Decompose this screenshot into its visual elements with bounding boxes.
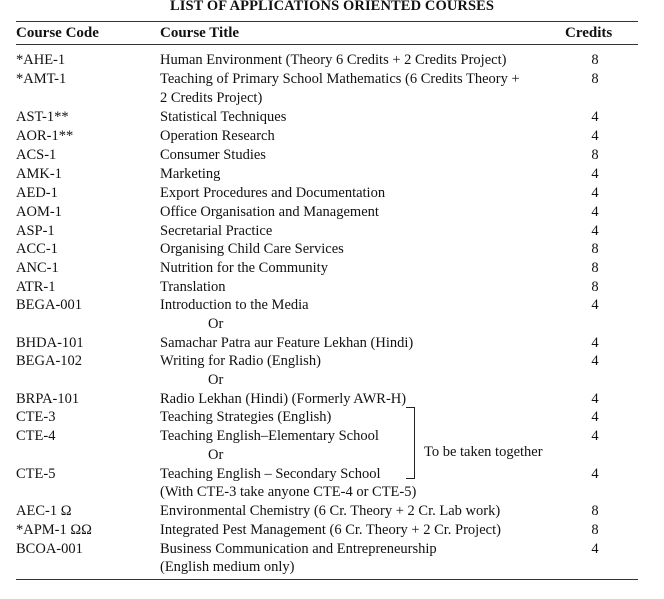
course-code: ACS-1 [16, 147, 57, 163]
course-code: *AMT-1 [16, 71, 67, 87]
course-credits: 4 [591, 428, 599, 444]
course-code: AOM-1 [16, 204, 62, 220]
table-row [0, 278, 664, 297]
course-credits: 4 [591, 391, 599, 407]
or-row [0, 446, 664, 465]
course-credits: 4 [591, 353, 599, 369]
course-code: BRPA-101 [16, 391, 80, 407]
course-code: CTE-5 [16, 466, 56, 482]
table-row [0, 502, 664, 521]
course-code: AED-1 [16, 185, 58, 201]
course-credits: 4 [591, 166, 599, 182]
course-credits: 8 [591, 52, 599, 68]
table-row [0, 222, 664, 241]
table-row [0, 427, 664, 446]
course-credits: 4 [591, 541, 599, 557]
course-title: Export Procedures and Documentation [160, 185, 386, 201]
course-credits: 8 [591, 241, 599, 257]
course-title: Business Communication and Entrepreneurship [160, 541, 437, 557]
course-credits: 8 [591, 71, 599, 87]
course-title: Nutrition for the Community [160, 260, 328, 276]
bottom-rule [16, 579, 638, 580]
course-title: (With CTE-3 take anyone CTE-4 or CTE-5) [160, 484, 417, 500]
course-code: ASP-1 [16, 223, 55, 239]
table-row [0, 558, 664, 577]
or-label: Or [208, 447, 224, 463]
course-code: BCOA-001 [16, 541, 83, 557]
course-code: *AHE-1 [16, 52, 66, 68]
course-code: AMK-1 [16, 166, 62, 182]
course-credits: 4 [591, 409, 599, 425]
course-title: Environmental Chemistry (6 Cr. Theory + 2 Cr. Lab work) [160, 503, 501, 519]
course-title: Radio Lekhan (Hindi) (Formerly AWR-H) [160, 391, 407, 407]
course-title: Samachar Patra aur Feature Lekhan (Hindi) [160, 335, 414, 351]
table-row [0, 127, 664, 146]
course-title: Secretarial Practice [160, 223, 273, 239]
course-title: 2 Credits Project) [160, 90, 263, 106]
course-code: AST-1** [16, 109, 69, 125]
course-title: Teaching Strategies (English) [160, 409, 332, 425]
course-credits: 4 [591, 185, 599, 201]
table-row [0, 184, 664, 203]
course-credits: 8 [591, 260, 599, 276]
table-row [0, 240, 664, 259]
course-credits: 4 [591, 204, 599, 220]
table-row [0, 540, 664, 559]
course-code: AOR-1** [16, 128, 74, 144]
course-credits: 4 [591, 466, 599, 482]
course-title: Organising Child Care Services [160, 241, 344, 257]
table-row [0, 108, 664, 127]
course-code: ANC-1 [16, 260, 59, 276]
table-row [0, 70, 664, 89]
course-title: Teaching English – Secondary School [160, 466, 381, 482]
course-credits: 4 [591, 335, 599, 351]
bracket-note: To be taken together [424, 444, 543, 460]
table-row [0, 334, 664, 353]
table-row [0, 89, 664, 108]
course-credits: 4 [591, 128, 599, 144]
header-rule [16, 44, 638, 45]
course-title: Operation Research [160, 128, 275, 144]
course-title: Statistical Techniques [160, 109, 287, 125]
course-credits: 8 [591, 279, 599, 295]
course-code: AEC-1 Ω [16, 503, 72, 519]
course-title: Writing for Radio (English) [160, 353, 321, 369]
table-row [0, 408, 664, 427]
header-credits: Credits [565, 25, 613, 41]
course-title: Teaching of Primary School Mathematics (6 Credits Theory + [160, 71, 520, 87]
table-row [0, 165, 664, 184]
course-credits: 4 [591, 109, 599, 125]
table-row [0, 465, 664, 484]
page-title: LIST OF APPLICATIONS ORIENTED COURSES [169, 0, 495, 14]
course-title: Translation [160, 279, 226, 295]
group-bracket [406, 407, 415, 479]
or-row [0, 315, 664, 334]
course-credits: 8 [591, 503, 599, 519]
table-row [0, 146, 664, 165]
course-code: CTE-4 [16, 428, 56, 444]
table-row [0, 51, 664, 70]
course-title: Introduction to the Media [160, 297, 309, 313]
course-title: Human Environment (Theory 6 Credits + 2 Credits Project) [160, 52, 507, 68]
table-row [0, 521, 664, 540]
table-row [0, 203, 664, 222]
top-rule [16, 21, 638, 22]
course-credits: 4 [591, 223, 599, 239]
or-label: Or [208, 372, 224, 388]
table-row [0, 483, 664, 502]
course-credits: 8 [591, 147, 599, 163]
course-title: Consumer Studies [160, 147, 266, 163]
course-title: Integrated Pest Management (6 Cr. Theory + 2 Cr. Project) [160, 522, 501, 538]
table-row [0, 390, 664, 409]
table-row [0, 352, 664, 371]
course-code: BEGA-102 [16, 353, 83, 369]
header-course-title: Course Title [160, 25, 240, 41]
course-title: Teaching English–Elementary School [160, 428, 379, 444]
course-code: ACC-1 [16, 241, 58, 257]
course-title: (English medium only) [160, 559, 295, 575]
course-title: Marketing [160, 166, 221, 182]
table-row [0, 259, 664, 278]
course-code: CTE-3 [16, 409, 56, 425]
or-label: Or [208, 316, 224, 332]
course-code: *APM-1 ΩΩ [16, 522, 92, 538]
course-title: Office Organisation and Management [160, 204, 379, 220]
table-row [0, 296, 664, 315]
header-course-code: Course Code [16, 25, 99, 41]
course-code: BHDA-101 [16, 335, 84, 351]
course-code: ATR-1 [16, 279, 56, 295]
course-credits: 4 [591, 297, 599, 313]
course-code: BEGA-001 [16, 297, 83, 313]
or-row [0, 371, 664, 390]
course-credits: 8 [591, 522, 599, 538]
